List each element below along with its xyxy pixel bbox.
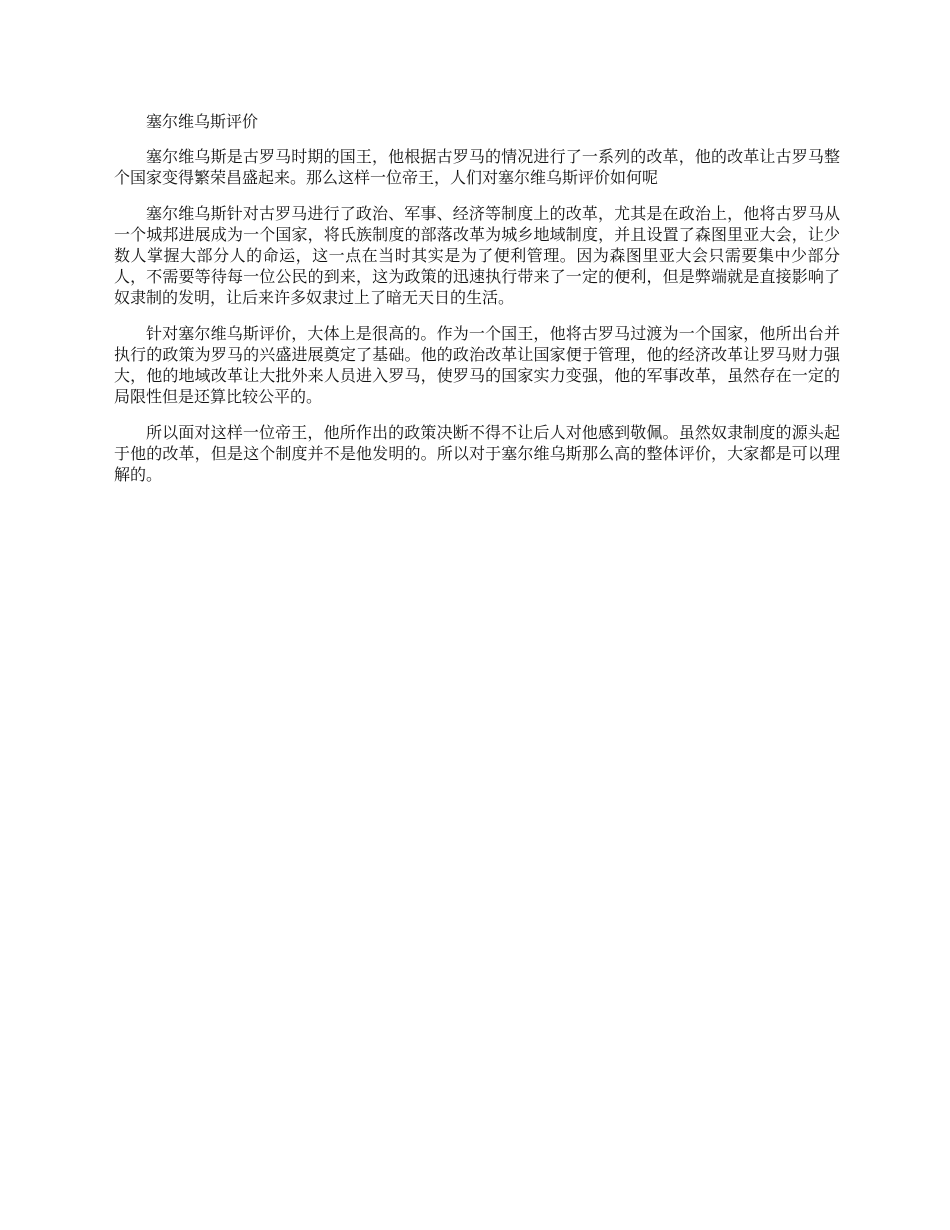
paragraph-3: 针对塞尔维乌斯评价，大体上是很高的。作为一个国王，他将古罗马过渡为一个国家，他所出台并执行的政策为罗马的兴盛进展奠定了基础。他的政治改革让国家便于管理，他的经济改革让罗马财力强大，他的地域改革让大批外来人员进入罗马，使罗马的国家实力变强，他的军事改革，虽然存在一定的局限性但是还算比较公平的。 xyxy=(114,324,840,406)
paragraph-2: 塞尔维乌斯针对古罗马进行了政治、军事、经济等制度上的改革，尤其是在政治上，他将古罗马从一个城邦进展成为一个国家，将氏族制度的部落改革为城乡地域制度，并且设置了森图里亚大会，让少数人掌握大部分人的命运，这一点在当时其实是为了便利管理。因为森图里亚大会只需要集中少部分人，不需要等待每一位公民的到来，这为政策的迅速执行带来了一定的便利，但是弊端就是直接影响了奴隶制的发明，让后来许多奴隶过上了暗无天日的生活。 xyxy=(114,204,840,307)
paragraph-1: 塞尔维乌斯是古罗马时期的国王，他根据古罗马的情况进行了一系列的改革，他的改革让古罗马整个国家变得繁荣昌盛起来。那么这样一位帝王，人们对塞尔维乌斯评价如何呢 xyxy=(114,147,840,187)
document-title: 塞尔维乌斯评价 xyxy=(146,112,259,131)
document-page xyxy=(114,111,840,500)
paragraph-4: 所以面对这样一位帝王，他所作出的政策决断不得不让后人对他感到敬佩。虽然奴隶制度的源头起于他的改革，但是这个制度并不是他发明的。所以对于塞尔维乌斯那么高的整体评价，大家都是可以理解的。 xyxy=(114,423,840,484)
